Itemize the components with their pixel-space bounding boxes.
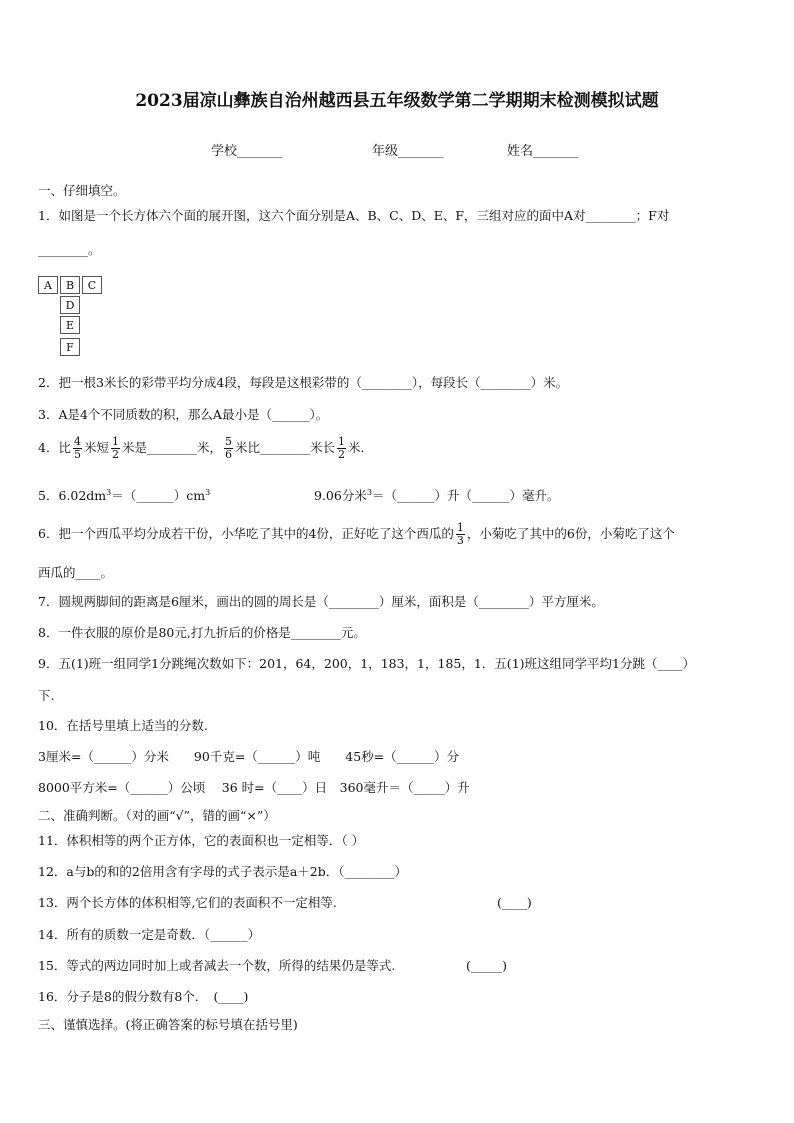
net-face-d: D (60, 296, 80, 314)
question-13-blank: (____) (497, 895, 532, 910)
question-10-line-2: 8000平方米=（______）公顷 36 时=（____）日 360毫升＝（_____）升 (38, 780, 470, 795)
superscript: 3 (366, 488, 372, 497)
q6-text-2: ，小菊吃了其中的6份，小菊吃了这个 (466, 526, 675, 541)
fraction-1-3 (456, 522, 465, 547)
question-11: 11．体积相等的两个正方体，它的表面积也一定相等．（ ） (38, 833, 365, 848)
frac-num: 4 (73, 435, 81, 448)
net-face-b: B (60, 276, 80, 294)
page-title: 2023届凉山彝族自治州越西县五年级数学第二学期期末检测模拟试题 (135, 91, 659, 111)
name-field: 姓名_______ (507, 144, 579, 159)
cuboid-net-figure (38, 276, 104, 358)
question-6-cont: 西瓜的____。 (38, 565, 114, 580)
frac-den: 3 (456, 534, 464, 547)
question-13: 13．两个长方体的体积相等,它们的表面积不一定相等. (38, 895, 337, 910)
question-14: 14．所有的质数一定是奇数．（______） (38, 927, 261, 942)
section-3-heading: 三、谨慎选择。(将正确答案的标号填在括号里) (38, 1017, 298, 1032)
question-4 (38, 436, 373, 461)
q5-text-2: ＝（______）cm (111, 488, 206, 504)
school-field: 学校_______ (211, 144, 283, 159)
frac-num: 5 (224, 435, 232, 448)
q4-text-3: 米是________米， (121, 440, 222, 455)
question-7: 7．圆规两脚间的距离是6厘米，画出的圆的周长是（________）厘米，面积是（________）平方厘米。 (38, 594, 604, 609)
net-face-f: F (60, 338, 80, 356)
frac-den: 6 (224, 448, 232, 461)
fraction-4-5 (73, 436, 82, 461)
section-2-heading: 二、准确判断。（对的画“√”，错的画“×”） (38, 808, 276, 823)
grade-field: 年级_______ (372, 144, 444, 159)
question-9: 9．五(1)班一组同学1分跳绳次数如下：201，64，200，1，183，1，185，1．五(1)班这组同学平均1分跳（____） (38, 656, 695, 671)
question-2: 2．把一根3米长的彩带平均分成4段，每段是这根彩带的（________），每段长（________）米。 (38, 375, 569, 390)
question-3: 3．A是4个不同质数的积，那么A最小是（______）。 (38, 407, 329, 422)
question-15: 15．等式的两边同时加上或者减去一个数，所得的结果仍是等式. (38, 958, 396, 973)
question-15-blank: (_____) (466, 958, 508, 973)
question-5b (314, 485, 559, 504)
q4-text-4: 米比________米长 (234, 440, 335, 455)
net-face-e: E (60, 316, 80, 334)
question-10: 10．在括号里填上适当的分数. (38, 718, 208, 733)
q5-text-4: ＝（______）升（______）毫升。 (371, 488, 560, 504)
frac-den: 2 (338, 448, 345, 461)
section-1-heading: 一、仔细填空。 (38, 183, 126, 198)
net-face-c: C (82, 276, 102, 294)
superscript: 3 (205, 488, 211, 497)
question-10-line-1: 3厘米=（______）分米 90千克=（______）吨 45秒=（______）分 (38, 749, 460, 764)
frac-num: 1 (338, 435, 345, 448)
question-16: 16．分子是8的假分数有8个． (____) (38, 989, 249, 1004)
q5-text-1: 5．6.02dm (38, 488, 107, 504)
question-1-cont: ________。 (38, 242, 101, 257)
question-1: 1．如图是一个长方体六个面的展开图，这六个面分别是A、B、C、D、E、F，三组对应的面中A对________；F对 (38, 208, 670, 223)
question-8: 8．一件衣服的原价是80元,打九折后的价格是________元。 (38, 625, 366, 640)
q5-text-3: 9.06分米 (314, 488, 367, 504)
fraction-1-2-b (337, 436, 346, 461)
question-5a (38, 485, 210, 504)
q4-text-2: 米短 (83, 440, 109, 455)
fraction-1-2 (111, 436, 120, 461)
q6-text-1: 6．把一个西瓜平均分成若干份，小华吃了其中的4份，正好吃了这个西瓜的 (38, 526, 454, 541)
frac-num: 1 (111, 435, 119, 448)
q4-text-5: 米． (348, 440, 374, 455)
superscript: 3 (106, 488, 112, 497)
question-6 (38, 522, 675, 547)
net-face-a: A (38, 276, 58, 294)
frac-den: 5 (73, 448, 81, 461)
frac-num: 1 (456, 521, 464, 534)
frac-den: 2 (111, 448, 119, 461)
fraction-5-6 (224, 436, 233, 461)
question-12: 12．a与b的和的2倍用含有字母的式子表示是a＋2b．（________） (38, 864, 407, 879)
q4-text-1: 4．比 (38, 440, 71, 455)
question-9-cont: 下. (38, 688, 55, 703)
